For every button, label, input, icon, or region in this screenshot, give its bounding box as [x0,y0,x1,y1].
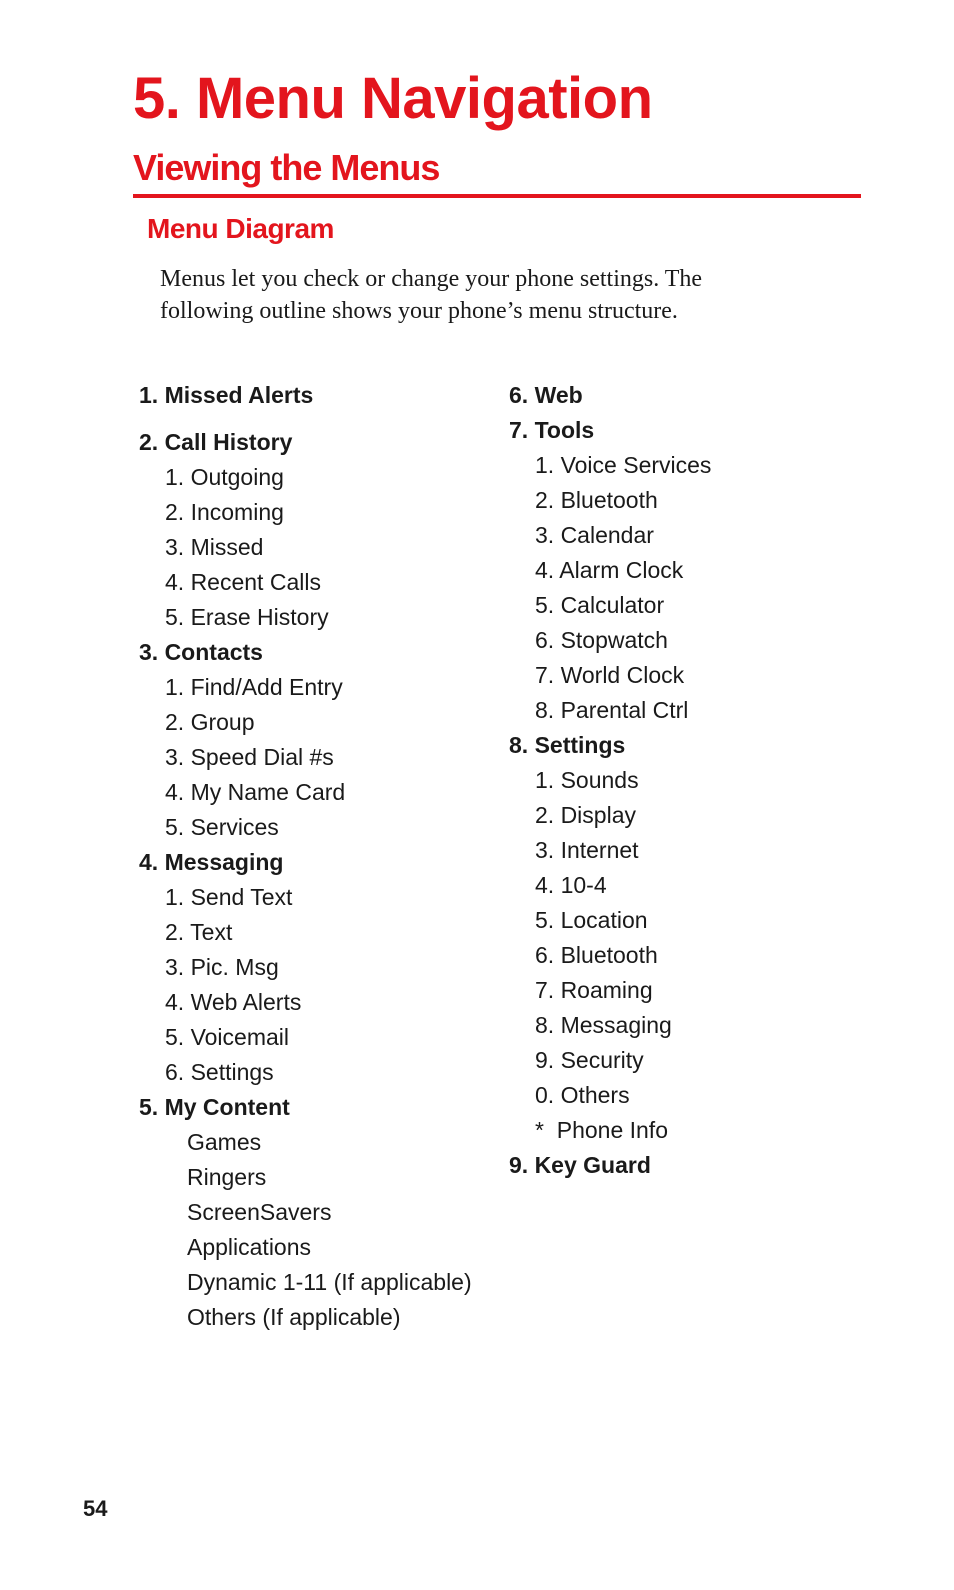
submenu-item: 8. Parental Ctrl [535,697,689,723]
menu-missed-alerts: 1. Missed Alerts [139,382,314,408]
submenu-item: Dynamic 1-11 (If applicable) [187,1269,472,1295]
submenu-item: 4. My Name Card [165,779,346,805]
submenu-item: 3. Internet [535,837,639,863]
submenu-item: 1. Sounds [535,767,639,793]
submenu-item: ScreenSavers [187,1199,332,1225]
submenu-item: 7. Roaming [535,977,653,1003]
section-rule [133,194,861,198]
submenu-item: 3. Speed Dial #s [165,744,334,770]
menu-messaging: 4. Messaging [139,849,284,875]
menu-web: 6. Web [509,382,583,408]
submenu-item: 4. 10-4 [535,872,607,898]
chapter-title: 5. Menu Navigation [133,66,653,131]
submenu-item: 1. Outgoing [165,464,284,490]
submenu-item: 4. Web Alerts [165,989,302,1015]
submenu-item: 3. Calendar [535,522,654,548]
menu-tools: 7. Tools [509,417,595,443]
submenu-item: 6. Stopwatch [535,627,668,653]
submenu-item: 5. Erase History [165,604,329,630]
menu-column-right [509,378,711,1183]
submenu-item: Games [187,1129,262,1155]
menu-key-guard: 9. Key Guard [509,1152,651,1178]
menu-contacts: 3. Contacts [139,639,263,665]
submenu-item: 8. Messaging [535,1012,672,1038]
submenu-item: 4. Recent Calls [165,569,321,595]
submenu-item: 5. Location [535,907,648,933]
submenu-item: 9. Security [535,1047,644,1073]
submenu-item: 7. World Clock [535,662,685,688]
submenu-item: 6. Bluetooth [535,942,658,968]
page-number: 54 [83,1496,108,1521]
submenu-item: 1. Send Text [165,884,293,910]
submenu-item: 1. Find/Add Entry [165,674,343,700]
menu-call-history: 2. Call History [139,429,293,455]
submenu-item: 4. Alarm Clock [535,557,684,583]
submenu-item: 5. Voicemail [165,1024,290,1050]
submenu-item: 2. Bluetooth [535,487,658,513]
submenu-item: 0. Others [535,1082,630,1108]
submenu-item: 3. Missed [165,534,264,560]
section-title: Viewing the Menus [133,147,440,188]
submenu-item: 2. Group [165,709,255,735]
submenu-item: 2. Incoming [165,499,284,525]
submenu-item: 1. Voice Services [535,452,712,478]
submenu-item: Ringers [187,1164,267,1190]
intro-paragraph: Menus let you check or change your phone settings. The following outline shows your phone’s menu structure. [160,266,703,324]
submenu-item: Applications [187,1234,312,1260]
subsection-title: Menu Diagram [147,213,334,244]
submenu-item: * Phone Info [535,1117,668,1143]
menu-column-left [139,378,472,1335]
menu-my-content: 5. My Content [139,1094,290,1120]
submenu-item: 3. Pic. Msg [165,954,279,980]
submenu-item: 5. Services [165,814,279,840]
submenu-item: 2. Text [165,919,233,945]
submenu-item: 2. Display [535,802,636,828]
submenu-item: Others (If applicable) [187,1304,401,1330]
menu-settings: 8. Settings [509,732,626,758]
submenu-item: 6. Settings [165,1059,274,1085]
submenu-item: 5. Calculator [535,592,665,618]
